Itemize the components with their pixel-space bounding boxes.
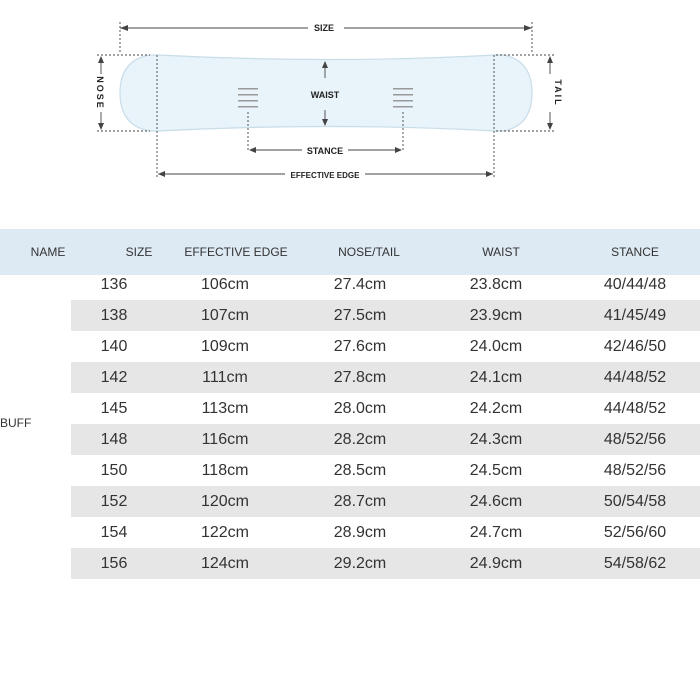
cell-waist: 24.2cm bbox=[469, 400, 523, 417]
effective-edge-label: EFFECTIVE EDGE bbox=[290, 171, 360, 180]
cell-effective-edge: 124cm bbox=[200, 555, 250, 572]
cell-size: 156 bbox=[100, 555, 128, 572]
header-size: SIZE bbox=[125, 245, 153, 259]
cell-waist: 24.0cm bbox=[469, 338, 523, 355]
cell-nose-tail: 28.5cm bbox=[333, 462, 387, 479]
cell-nose-tail: 27.4cm bbox=[333, 276, 387, 293]
cell-size: 150 bbox=[100, 462, 128, 479]
nose-label: NOSE bbox=[95, 76, 105, 110]
cell-stance: 48/52/56 bbox=[603, 462, 667, 479]
cell-size: 142 bbox=[100, 369, 128, 386]
cell-effective-edge: 118cm bbox=[201, 462, 249, 479]
cell-waist: 24.9cm bbox=[469, 555, 523, 572]
table-row bbox=[71, 300, 700, 331]
cell-stance: 44/48/52 bbox=[603, 369, 667, 386]
cell-stance: 40/44/48 bbox=[603, 276, 667, 293]
cell-nose-tail: 27.5cm bbox=[333, 307, 387, 324]
cell-waist: 24.3cm bbox=[469, 431, 523, 448]
table-row bbox=[71, 548, 700, 579]
table-row bbox=[71, 455, 700, 486]
table-row bbox=[71, 517, 700, 548]
cell-effective-edge: 116cm bbox=[201, 431, 249, 448]
tail-label: TAIL bbox=[553, 79, 563, 107]
cell-stance: 54/58/62 bbox=[603, 555, 667, 572]
cell-size: 152 bbox=[100, 493, 128, 510]
cell-stance: 41/45/49 bbox=[603, 307, 667, 324]
cell-effective-edge: 122cm bbox=[200, 524, 250, 541]
cell-waist: 24.5cm bbox=[469, 462, 523, 479]
cell-size: 148 bbox=[100, 431, 128, 448]
cell-waist: 24.7cm bbox=[469, 524, 523, 541]
size-label: SIZE bbox=[313, 23, 335, 33]
header-stance: STANCE bbox=[611, 245, 659, 259]
cell-waist: 23.9cm bbox=[469, 307, 523, 324]
table-row bbox=[71, 362, 700, 393]
table-row bbox=[71, 269, 700, 300]
cell-waist: 24.1cm bbox=[469, 369, 523, 386]
cell-effective-edge: 113cm bbox=[201, 400, 249, 417]
snowboard-dimension-diagram bbox=[0, 0, 700, 190]
cell-stance: 42/46/50 bbox=[603, 338, 667, 355]
cell-size: 136 bbox=[100, 276, 128, 293]
table-row bbox=[71, 393, 700, 424]
spec-table-body bbox=[71, 269, 700, 579]
waist-label: WAIST bbox=[310, 90, 340, 100]
cell-size: 140 bbox=[100, 338, 128, 355]
header-effective-edge: EFFECTIVE EDGE bbox=[184, 245, 288, 259]
stance-label: STANCE bbox=[306, 146, 344, 156]
cell-nose-tail: 27.6cm bbox=[333, 338, 387, 355]
cell-size: 145 bbox=[100, 400, 128, 417]
header-waist: WAIST bbox=[482, 245, 520, 259]
header-nose-tail: NOSE/TAIL bbox=[338, 245, 400, 259]
cell-nose-tail: 27.8cm bbox=[333, 369, 387, 386]
cell-nose-tail: 28.7cm bbox=[333, 493, 387, 510]
cell-stance: 52/56/60 bbox=[603, 524, 667, 541]
cell-effective-edge: 109cm bbox=[200, 338, 250, 355]
cell-waist: 24.6cm bbox=[469, 493, 523, 510]
model-name: BUFF bbox=[0, 416, 32, 430]
cell-stance: 44/48/52 bbox=[603, 400, 667, 417]
table-row bbox=[71, 331, 700, 362]
table-row bbox=[71, 424, 700, 455]
cell-effective-edge: 120cm bbox=[200, 493, 250, 510]
cell-nose-tail: 28.2cm bbox=[333, 431, 387, 448]
cell-size: 154 bbox=[100, 524, 128, 541]
cell-stance: 48/52/56 bbox=[603, 431, 667, 448]
cell-effective-edge: 106cm bbox=[200, 276, 250, 293]
cell-stance: 50/54/58 bbox=[603, 493, 667, 510]
cell-nose-tail: 28.0cm bbox=[333, 400, 387, 417]
cell-size: 138 bbox=[100, 307, 128, 324]
cell-nose-tail: 29.2cm bbox=[333, 555, 387, 572]
cell-effective-edge: 107cm bbox=[200, 307, 250, 324]
cell-effective-edge: 111cm bbox=[202, 369, 248, 386]
table-row bbox=[71, 486, 700, 517]
cell-waist: 23.8cm bbox=[469, 276, 523, 293]
header-name: NAME bbox=[30, 245, 66, 259]
cell-nose-tail: 28.9cm bbox=[333, 524, 387, 541]
